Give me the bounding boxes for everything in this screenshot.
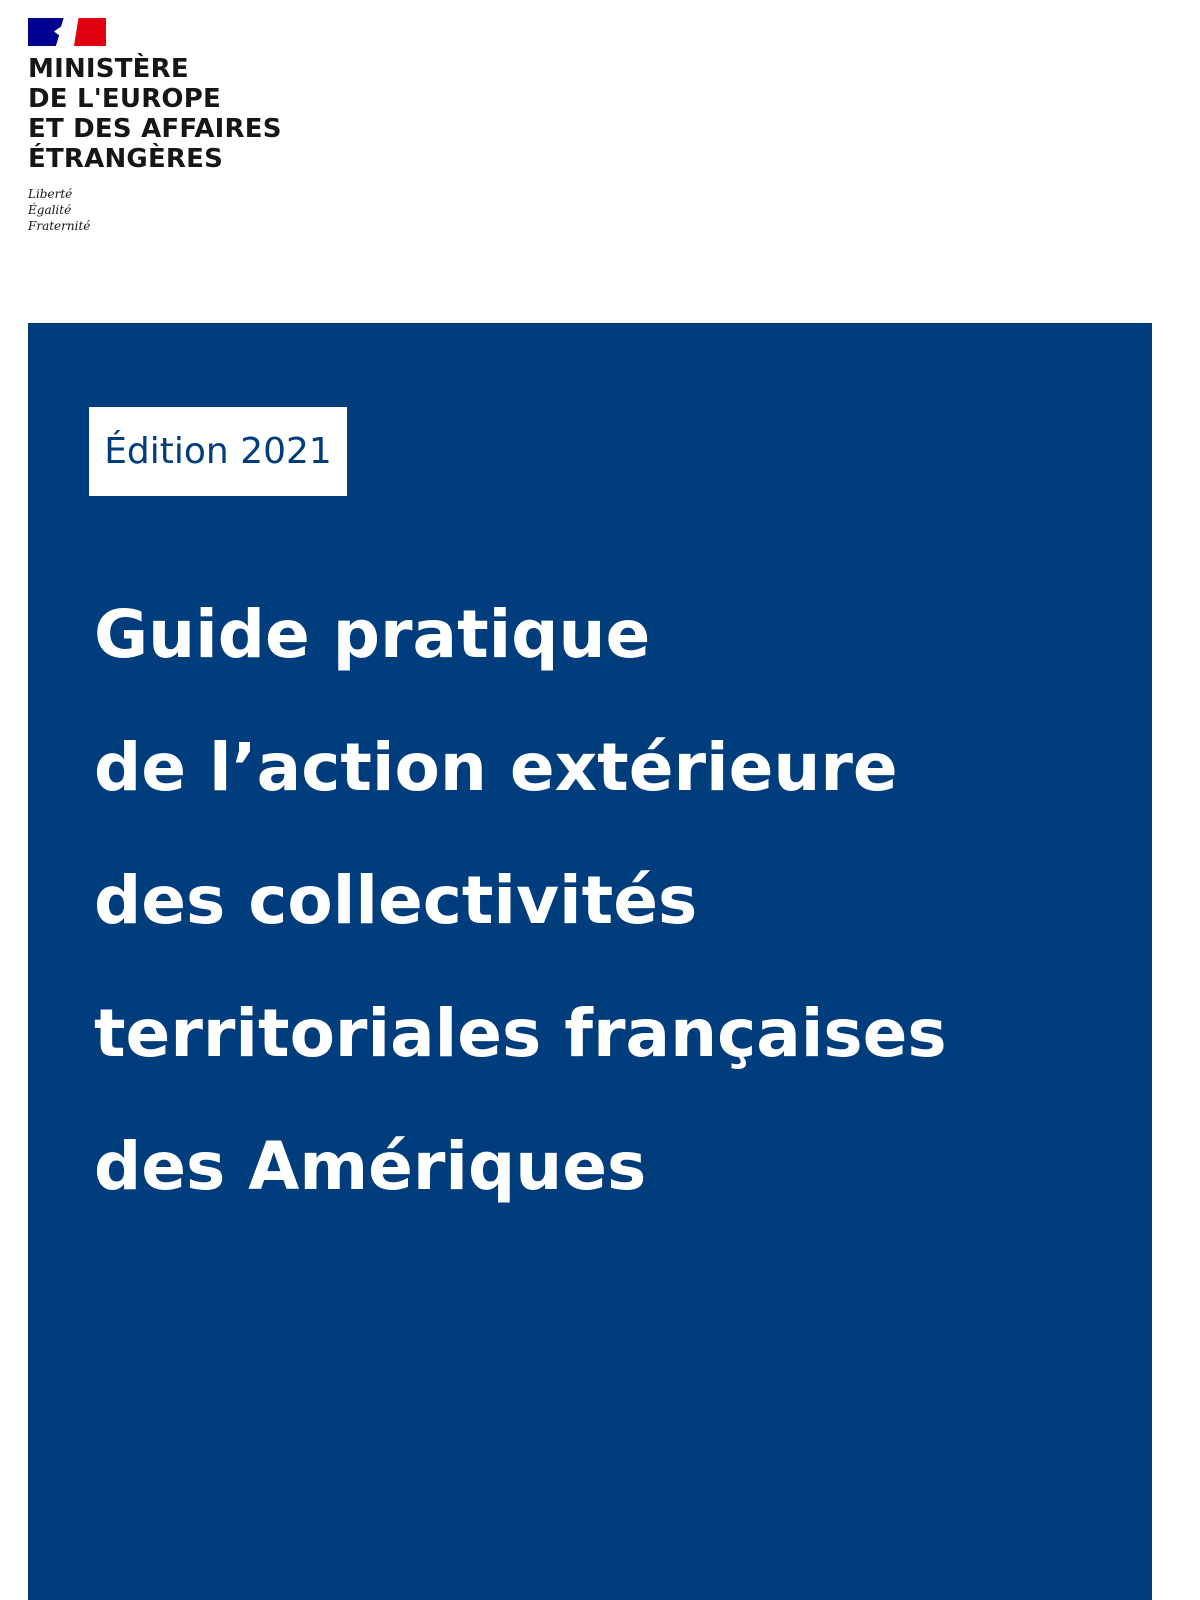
marianne-logo-icon — [28, 18, 106, 46]
ministry-name-line: ET DES AFFAIRES — [28, 114, 282, 144]
ministry-name — [28, 54, 328, 174]
ministry-logo-block — [28, 18, 328, 234]
edition-badge — [89, 407, 347, 496]
cover-title-line: Guide pratique — [94, 596, 651, 673]
flag-red-stripe — [74, 18, 106, 46]
motto-line: Fraternité — [28, 219, 91, 233]
ministry-name-line: MINISTÈRE — [28, 54, 189, 84]
cover-title-line: territoriales françaises — [94, 995, 947, 1072]
ministry-name-line: DE L'EUROPE — [28, 84, 221, 114]
motto-line: Égalité — [28, 203, 72, 217]
motto-line: Liberté — [28, 187, 73, 201]
cover-title-line: des Amériques — [94, 1128, 647, 1205]
cover-title-line: de l’action extérieure — [94, 729, 898, 806]
republic-motto — [28, 186, 328, 234]
cover-title — [94, 568, 1094, 1233]
ministry-name-line: ÉTRANGÈRES — [28, 144, 224, 174]
edition-label: Édition 2021 — [104, 431, 332, 472]
cover-title-line: des collectivités — [94, 862, 698, 939]
cover-panel — [28, 323, 1152, 1600]
